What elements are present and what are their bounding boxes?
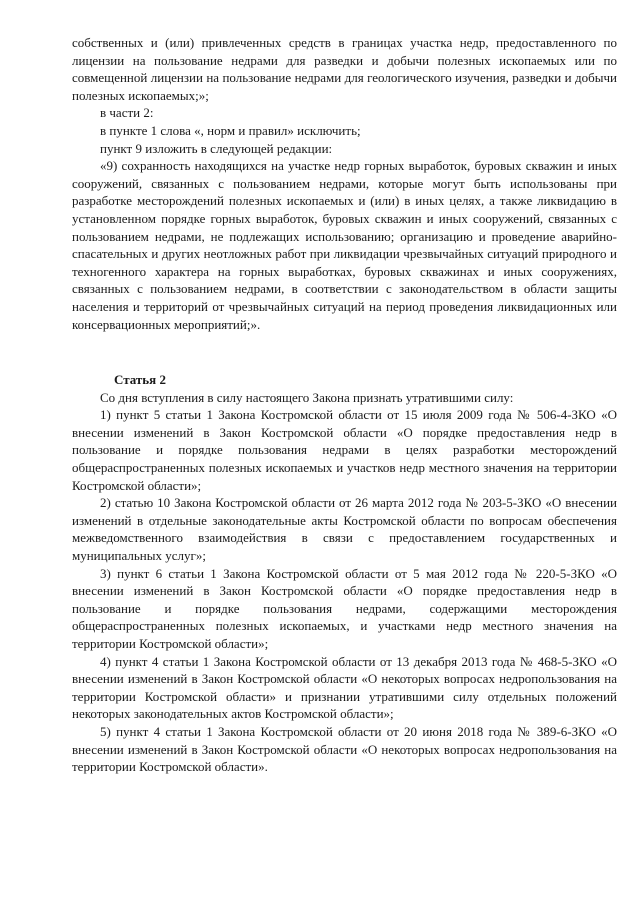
paragraph-repeal-intro: Со дня вступления в силу настоящего Закона признать утратившими силу: — [100, 389, 514, 405]
document-page — [72, 34, 617, 776]
paragraph-point-9-intro: пункт 9 изложить в следующей редакции: — [100, 140, 333, 156]
paragraph-repeal-item-4: 4) пункт 4 статьи 1 Закона Костромской области от 13 декабря 2013 года № 468-5-ЗКО «О внесении изменений в Закон Костромской области «О некоторых вопросах недропользования на территории Костромской области» и признании утратившими силу отдельных положений некоторых законодательных актов Костромской области»; — [72, 653, 617, 722]
paragraph-repeal-item-5: 5) пункт 4 статьи 1 Закона Костромской области от 20 июня 2018 года № 389-6-ЗКО «О внесении изменений в Закон Костромской области «О некоторых вопросах недропользования на территории Костромской области». — [72, 723, 617, 775]
paragraph-repeal-item-2: 2) статью 10 Закона Костромской области от 26 марта 2012 года № 203-5-ЗКО «О внесении изменений в отдельные законодательные акты Костромской области по вопросам обеспечения межведомственного взаимодействия в связи с предоставлением государственных и муниципальных услуг»; — [72, 495, 617, 564]
paragraph-repeal-item-3: 3) пункт 6 статьи 1 Закона Костромской области от 5 мая 2012 года № 220-5-ЗКО «О внесении изменений в Закон Костромской области «О порядке предоставления недр в пользование и порядке пользования недрами, содержащими месторождения общераспространенных полезных ископаемых, и участками недр местного значения на территории Костромской области»; — [72, 565, 617, 651]
article-heading: Статья 2 — [114, 372, 166, 388]
paragraph-point-9-text: «9) сохранность находящихся на участке недр горных выработок, буровых скважин и иных сооружений, связанных с пользованием недрами, которые могут быть использованы при разработке месторождений полезных ископаемых и (или) в иных целях, а также ликвидацию в установленном порядке горных выработок, буровых скважин и иных сооружений, связанных с пользованием недрами, не подлежащих использованию; организацию и проведение аварийно-спасательных и других неотложных работ при ликвидации чрезвычайных ситуаций природного и техногенного характера на горных выработках, буровых скважинах и иных сооружениях, связанных с пользованием недрами, в соответствии с законодательством в области защиты населения и территорий от чрезвычайных ситуаций на период проведения ликвидационных или консервационных мероприятий;». — [72, 158, 617, 332]
paragraph-continuation: собственных и (или) привлеченных средств в границах участка недр, предоставленного по лицензии на пользование недрами для разведки и добычи полезных ископаемых или по совмещенной лицензии на пользование недрами для геологического изучения, разведки и добычи полезных ископаемых;»; — [72, 35, 617, 103]
paragraph-part-2: в части 2: — [100, 105, 154, 121]
paragraph-point-1: в пункте 1 слова «, норм и правил» исключить; — [100, 122, 361, 138]
paragraph-repeal-item-1: 1) пункт 5 статьи 1 Закона Костромской области от 15 июля 2009 года № 506-4-ЗКО «О внесении изменений в Закон Костромской области «О порядке предоставления недр в пользование и порядке пользования недрами в целях разработки месторождений общераспространенных полезных ископаемых и участков недр местного значения на территории Костромской области»; — [72, 407, 617, 493]
